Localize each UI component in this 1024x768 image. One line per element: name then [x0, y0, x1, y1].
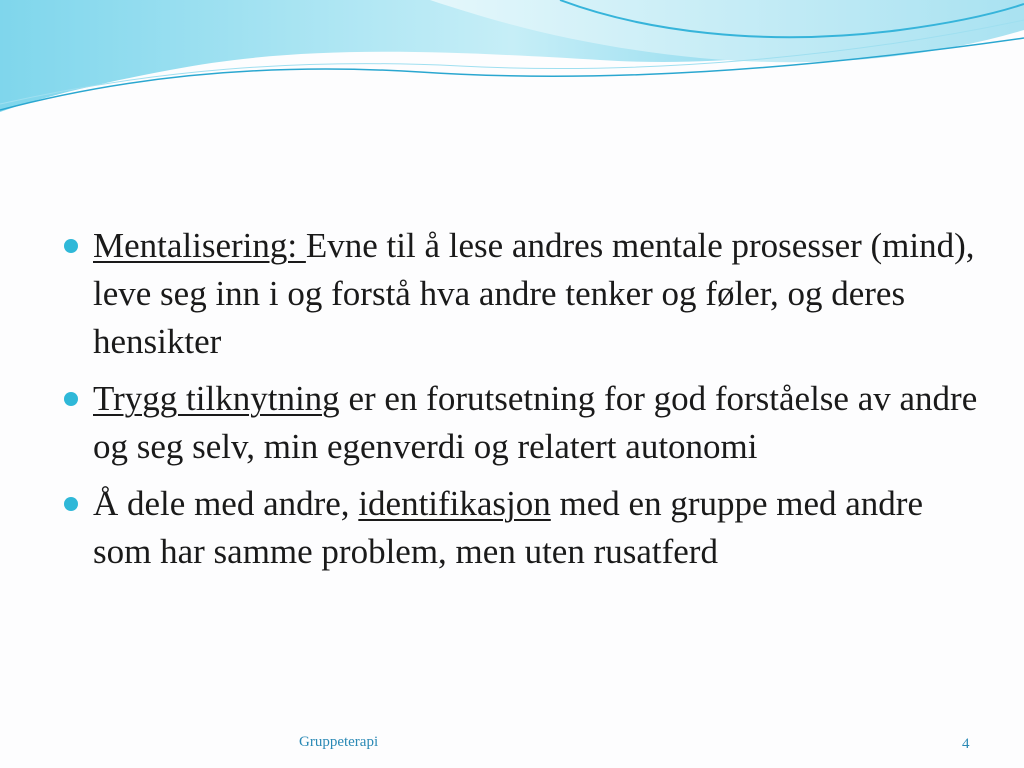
bullet-item-mentalisering: [62, 222, 982, 366]
term-identifikasjon: identifikasjon: [358, 484, 551, 523]
header-wave-decoration: [0, 0, 1024, 130]
bullet-dot-icon: [64, 497, 78, 511]
bullet-list: [62, 222, 982, 585]
bullet-text-after: med en gruppe med andre som har samme problem, men uten rusatferd: [93, 484, 923, 571]
slide-number: 4: [962, 736, 970, 752]
bullet-item-identifikasjon: [62, 480, 982, 576]
definition-mentalisering: Evne til å lese andres mentale prosesser (mind), leve seg inn i og forstå hva andre tenker og føler, og deres hensikter: [93, 226, 975, 361]
term-trygg-tilknytning: Trygg tilknytning: [93, 379, 340, 418]
bullet-dot-icon: [64, 239, 78, 253]
bullet-item-trygg-tilknytning: [62, 375, 982, 471]
term-mentalisering: Mentalisering:: [93, 226, 306, 265]
footer-title: Gruppeterapi: [299, 734, 379, 750]
bullet-text-before: Å dele med andre,: [93, 484, 359, 523]
bullet-dot-icon: [64, 392, 78, 406]
definition-trygg-tilknytning: er en forutsetning for god forståelse av andre og seg selv, min egenverdi og relatert autonomi: [93, 379, 978, 466]
